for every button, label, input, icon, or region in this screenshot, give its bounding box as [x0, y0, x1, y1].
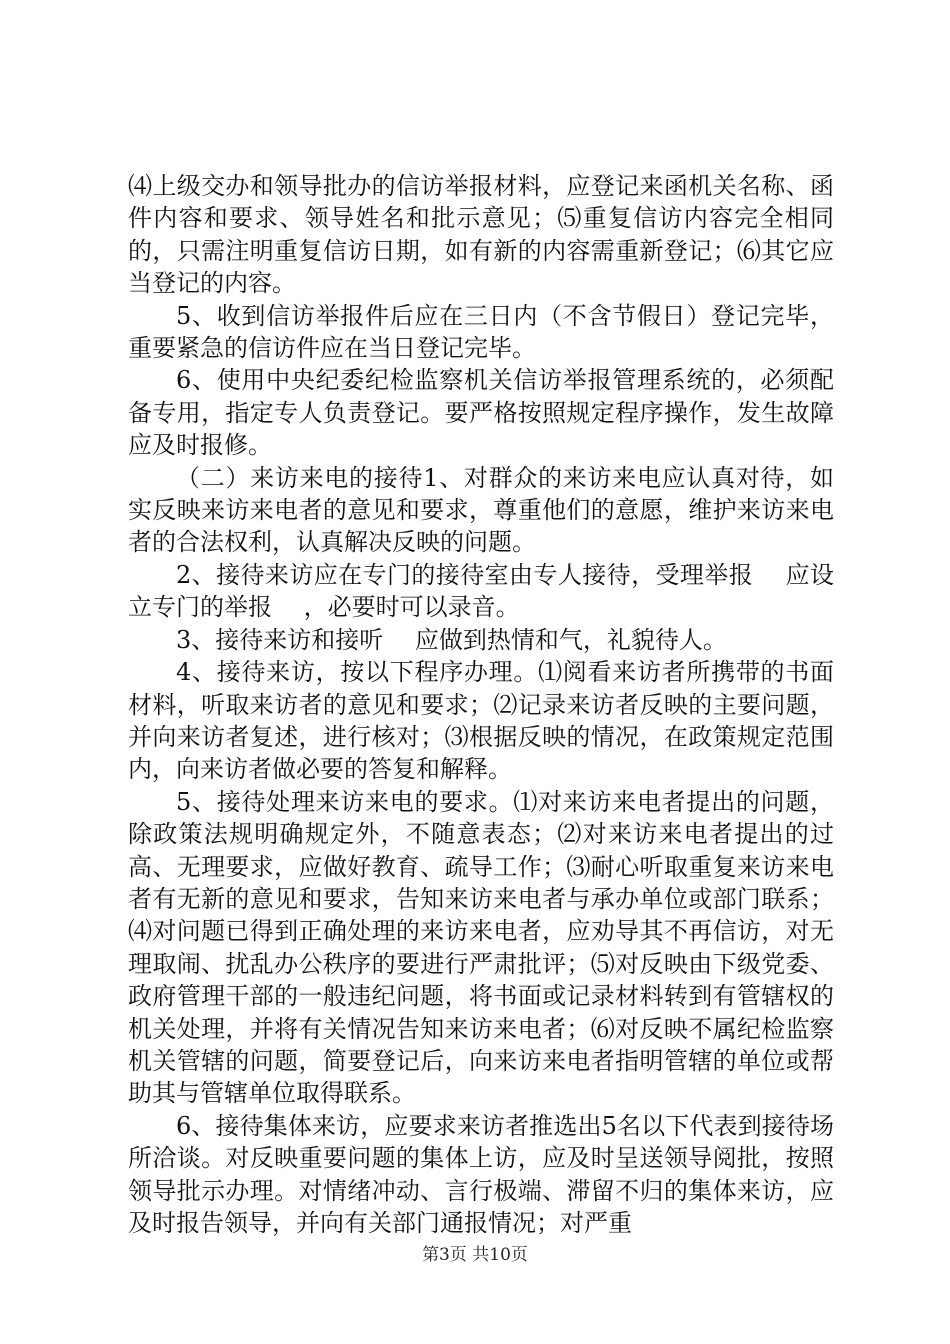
page-number-footer: 第3页 共10页: [422, 1245, 528, 1265]
paragraph-5: 2、接待来访应在专门的接待室由专人接待，受理举报 应设立专门的举报 ，必要时可以录音。: [128, 560, 834, 622]
paragraph-9: 6、接待集体来访，应要求来访者推选出5名以下代表到接待场所洽谈。对反映重要问题的集体上访，应及时呈送领导阅批，按照领导批示办理。对情绪冲动、言行极端、滞留不归的集体来访，应及时报告领导，并向有关部门通报情况；对严重: [128, 1111, 834, 1237]
paragraph-2: 5、收到信访举报件后应在三日内（不含节假日）登记完毕，重要紧急的信访件应在当日登记完毕。: [128, 301, 834, 363]
paragraph-8: 5、接待处理来访来电的要求。⑴对来访来电者提出的问题，除政策法规明确规定外，不随意表态；⑵对来访来电者提出的过高、无理要求，应做好教育、疏导工作；⑶耐心听取重复来访来电者有无新的意见和要求，告知来访来电者与承办单位或部门联系；⑷对问题已得到正确处理的来访来电者，应劝导其不再信访，对无理取闹、扰乱办公秩序的要进行严肃批评；⑸对反映由下级党委、政府管理干部的一般违纪问题，将书面或记录材料转到有管辖权的机关处理，并将有关情况告知来访来电者；⑹对反映不属纪检监察机关管辖的问题，简要登记后，向来访来电者指明管辖的单位或帮助其与管辖单位取得联系。: [128, 787, 834, 1108]
paragraph-1: ⑷上级交办和领导批办的信访举报材料，应登记来函机关名称、函件内容和要求、领导姓名和批示意见；⑸重复信访内容完全相同的，只需注明重复信访日期，如有新的内容需重新登记；⑹其它应当登记的内容。: [128, 172, 834, 298]
paragraph-3: 6、使用中央纪委纪检监察机关信访举报管理系统的，必须配备专用，指定专人负责登记。要严格按照规定程序操作，发生故障应及时报修。: [128, 366, 834, 460]
document-body: [128, 170, 834, 1239]
paragraph-7: 4、接待来访，按以下程序办理。⑴阅看来访者所携带的书面材料，听取来访者的意见和要求；⑵记录来访者反映的主要问题，并向来访者复述，进行核对；⑶根据反映的情况，在政策规定范围内，向来访者做必要的答复和解释。: [128, 658, 834, 784]
paragraph-6: 3、接待来访和接听 应做到热情和气，礼貌待人。: [176, 625, 727, 654]
paragraph-4: （二）来访来电的接待1、对群众的来访来电应认真对待，如实反映来访来电者的意见和要求，尊重他们的意愿，维护来访来电者的合法权利，认真解决反映的问题。: [128, 463, 834, 557]
